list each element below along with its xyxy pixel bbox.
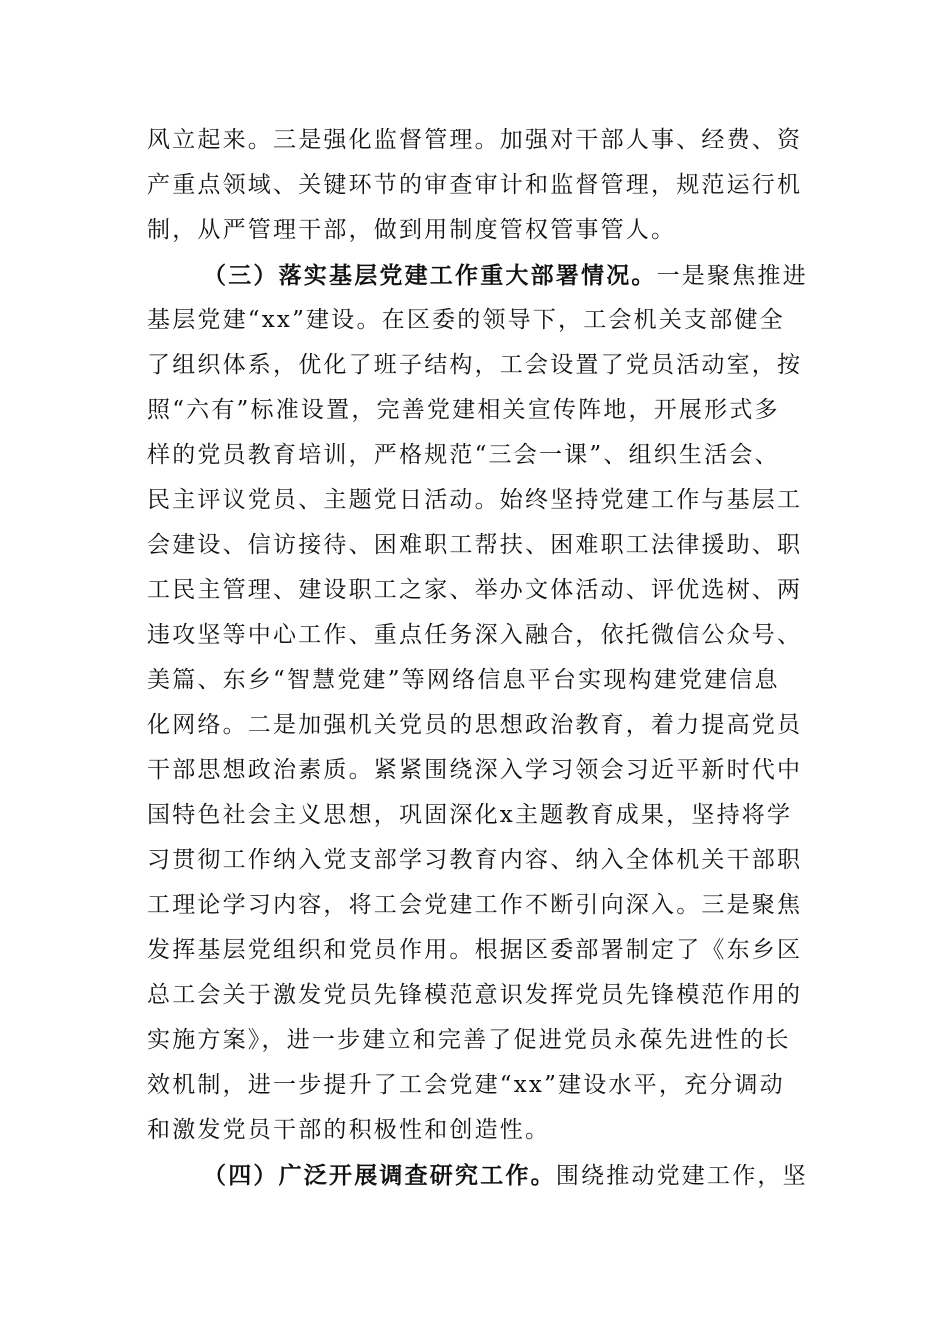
text-line [147, 1153, 807, 1198]
text-line: 干部思想政治素质。紧紧围绕深入学习领会习近平新时代中 [147, 757, 803, 783]
text-line: 风立起来。三是强化监督管理。加强对干部人事、经费、资 [147, 127, 803, 153]
text-line: 民主评议党员、主题党日活动。始终坚持党建工作与基层工 [147, 487, 803, 513]
text-line: 照“六有”标准设置，完善党建相关宣传阵地，开展形式多 [147, 397, 780, 423]
text-line: 工理论学习内容，将工会党建工作不断引向深入。三是聚焦 [147, 892, 803, 918]
paragraph-3 [147, 1153, 807, 1198]
text-line: 会建设、信访接待、困难职工帮扶、困难职工法律援助、职 [147, 532, 803, 558]
document-body [147, 118, 807, 1198]
text-line: 国特色社会主义思想，巩固深化x主题教育成果，坚持将学 [147, 802, 793, 828]
text-line: 美篇、东乡“智慧党建”等网络信息平台实现构建党建信息 [147, 667, 780, 693]
text-line: 工民主管理、建设职工之家、举办文体活动、评优选树、两 [147, 577, 803, 603]
text-line: 违攻坚等中心工作、重点任务深入融合，依托微信公众号、 [147, 622, 803, 648]
text-line [147, 253, 807, 298]
text-line: 实施方案》，进一步建立和完善了促进党员永葆先进性的长 [147, 1027, 791, 1053]
paragraph-1 [147, 118, 807, 253]
text-line: 基层党建“xx”建设。在区委的领导下，工会机关支部健全 [147, 307, 785, 333]
text-line: 习贯彻工作纳入党支部学习教育内容、纳入全体机关干部职 [147, 847, 803, 873]
text-line: 化网络。二是加强机关党员的思想政治教育，着力提高党员 [147, 712, 803, 738]
section-heading: （三）落实基层党建工作重大部署情况。 [203, 262, 657, 289]
text-line: 了组织体系，优化了班子结构，工会设置了党员活动室，按 [147, 352, 803, 378]
text-line: 制，从严管理干部，做到用制度管权管事管人。 [147, 217, 677, 243]
text-line: 总工会关于激发党员先锋模范意识发挥党员先锋模范作用的 [147, 982, 803, 1008]
text-line: 样的党员教育培训，严格规范“三会一课”、组织生活会、 [147, 442, 780, 468]
text-run: 一是聚焦推进 [656, 263, 808, 289]
text-line: 产重点领域、关键环节的审查审计和监督管理，规范运行机 [147, 172, 803, 198]
text-line: 效机制，进一步提升了工会党建“xx”建设水平，充分调动 [147, 1072, 785, 1098]
section-heading: （四）广泛开展调查研究工作。 [203, 1162, 556, 1189]
text-line: 发挥基层党组织和党员作用。根据区委部署制定了《东乡区 [147, 937, 803, 963]
paragraph-2 [147, 253, 807, 1153]
text-line: 和激发党员干部的积极性和创造性。 [147, 1117, 551, 1143]
text-run: 围绕推动党建工作，坚 [555, 1163, 808, 1189]
